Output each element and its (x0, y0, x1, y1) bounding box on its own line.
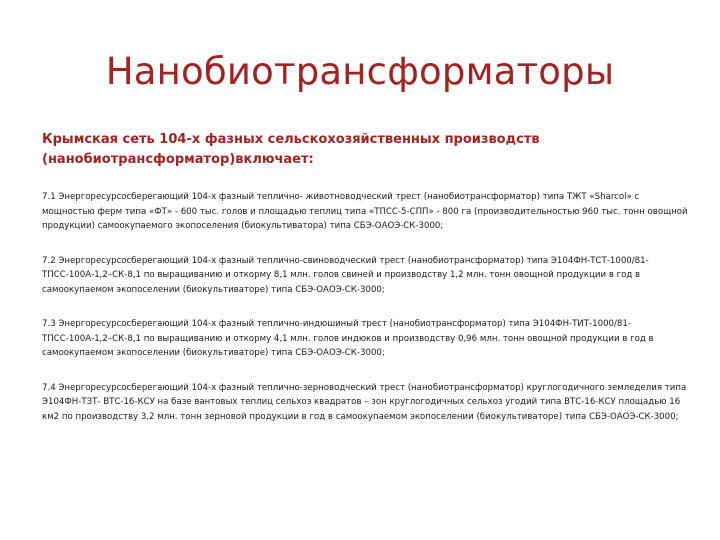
lead-text: Крымская сеть 104-х фазных сельскохозяйственных производств (нанобиотрансформатор)включает: (42, 132, 540, 167)
slide-body (42, 130, 690, 444)
paragraph-7-1: 7.1 Энергоресурсосберегающий 104-х фазный теплично- животноводческий трест (нанобиотрансформатор) типа ТЖТ «Sharcol» с мощностью ферм типа «ФТ» - 600 тыс. голов и площадью теплиц типа «ТПСС-5-СПП» - 800 га (производительностью 960 тыс. тонн овощной продукции) самоокупаемого экопоселения (биокультиватора) типа СБЭ-ОАОЭ-СК-3000; (42, 192, 688, 231)
paragraph-7-3: 7.3 Энергоресурсосберегающий 104-х фазный теплично-индюшиный трест (нанобиотрансформатор) типа Э104ФН-ТИТ-1000/81-ТПСС-100А-1,2–СК-8,1 по выращиванию и откорму 4,1 млн. голов индюков и производству 0,96 млн. тонн овощной продукции в год в самоокупаемом экопоселении (биокультиваторе) типа СБЭ-ОАОЭ-СК-3000; (42, 319, 654, 358)
slide-title: Нанобиотрансформаторы (105, 50, 615, 93)
paragraph-7-2: 7.2 Энергоресурсосберегающий 104-х фазный теплично-свиноводческий трест (нанобиотрансформатор) типа Э104ФН-ТСТ-1000/81-ТПСС-100А-1,2–СК-8,1 по выращиванию и откорму 8,1 млн. голов свиней и производству 1,2 млн. тонн овощной продукции в год в самоокупаемом экопоселении (биокультиваторе) типа СБЭ-ОАОЭ-СК-3000; (42, 255, 649, 295)
paragraph-7-4: 7.4 Энергоресурсосберегающий 104-х фазный теплично-зерноводческий трест (нанобиотрансформатор) круглогодичного земледелия типа Э104ФН-ТЗТ- ВТС-16-КСУ на базе вантовых теплиц сельхоз квадратов – зон круглогодичных сельхоз угодий типа ВТС-16-КСУ площадью 16 км2 по производству 3,2 млн. тонн зерновой продукции в год в самоокупаемом экопоселении (биокультиваторе) типа СБЭ-ОАОЭ-СК-3000; (42, 382, 687, 422)
